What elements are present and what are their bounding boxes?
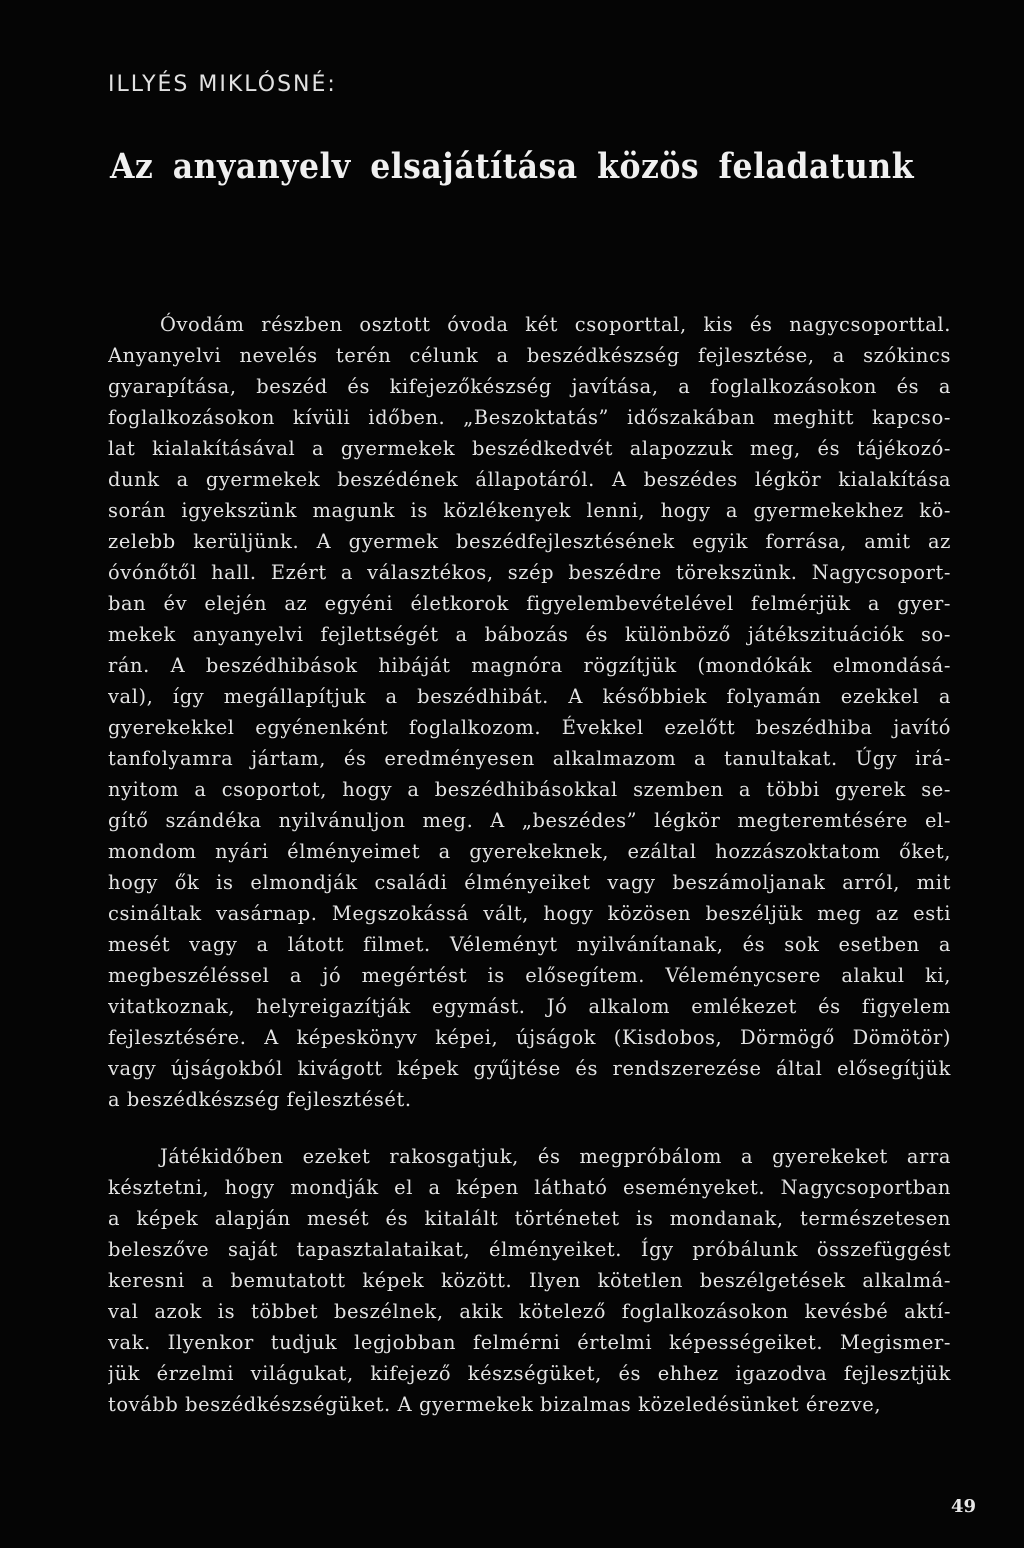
text-line: óvónőtől hall. Ezért a választékos, szép beszédre törekszünk. Nagycsoport- <box>108 561 951 584</box>
text-line: hogy ők is elmondják családi élményeiket vagy beszámoljanak arról, mit <box>108 871 951 894</box>
article-title: Az anyanyelv elsajátítása közös feladatunk <box>109 146 915 187</box>
text-line: a képek alapján mesét és kitalált történetet is mondanak, természetesen <box>108 1207 951 1230</box>
paragraph-2 <box>108 1141 951 1420</box>
text-line: lat kialakításával a gyermekek beszédkedvét alapozzuk meg, és tájékozó- <box>108 437 951 460</box>
text-line: megbeszéléssel a jó megértést is elősegítem. Véleménycsere alakul ki, <box>108 964 951 987</box>
text-line: val azok is többet beszélnek, akik kötelező foglalkozásokon kevésbé aktí- <box>108 1300 951 1323</box>
text-line: ban év elején az egyéni életkorok figyelembevételével felmérjük a gyer- <box>108 592 951 615</box>
text-line: vak. Ilyenkor tudjuk legjobban felmérni értelmi képességeiket. Megismer- <box>108 1331 951 1354</box>
text-line: tanfolyamra jártam, és eredményesen alkalmazom a tanultakat. Úgy irá- <box>108 747 951 770</box>
text-line: vagy újságokból kivágott képek gyűjtése és rendszerezése által elősegítjük <box>108 1057 951 1080</box>
text-line: fejlesztésére. A képeskönyv képei, újságok (Kisdobos, Dörmögő Dömötör) <box>108 1026 951 1049</box>
text-line: csináltak vasárnap. Megszokássá vált, hogy közösen beszéljük meg az esti <box>108 902 951 925</box>
text-line: vitatkoznak, helyreigazítják egymást. Jó alkalom emlékezet és figyelem <box>108 995 951 1018</box>
text-line: jük érzelmi világukat, kifejező készségüket, és ehhez igazodva fejlesztjük <box>108 1362 951 1385</box>
text-line: a beszédkészség fejlesztését. <box>108 1088 412 1111</box>
text-line: foglalkozásokon kívüli időben. „Beszoktatás” időszakában meghitt kapcso- <box>108 406 951 429</box>
text-line: mekek anyanyelvi fejlettségét a bábozás és különböző játékszituációk so- <box>108 623 951 646</box>
text-line: mondom nyári élményeimet a gyerekeknek, ezáltal hozzászoktatom őket, <box>108 840 951 863</box>
text-line: beleszőve saját tapasztalataikat, élményeiket. Így próbálunk összefüggést <box>108 1238 951 1261</box>
text-line: gítő szándéka nyilvánuljon meg. A „beszédes” légkör megteremtésére el- <box>108 809 951 832</box>
text-line: tovább beszédkészségüket. A gyermekek bizalmas közeledésünket érezve, <box>108 1393 882 1416</box>
text-line: rán. A beszédhibások hibáját magnóra rögzítjük (mondókák elmondásá- <box>108 654 951 677</box>
text-line: nyitom a csoportot, hogy a beszédhibásokkal szemben a többi gyerek se- <box>108 778 951 801</box>
text-line: val), így megállapítjuk a beszédhibát. A későbbiek folyamán ezekkel a <box>108 685 951 708</box>
paragraph-1 <box>108 309 951 1115</box>
text-line: mesét vagy a látott filmet. Véleményt nyilvánítanak, és sok esetben a <box>108 933 951 956</box>
text-line: zelebb kerüljünk. A gyermek beszédfejlesztésének egyik forrása, amit az <box>108 530 951 553</box>
author-byline: ILLYÉS MIKLÓSNÉ: <box>108 72 337 97</box>
text-line: dunk a gyermekek beszédének állapotáról. A beszédes légkör kialakítása <box>108 468 951 491</box>
text-line: gyerekekkel egyénenként foglalkozom. Évekkel ezelőtt beszédhiba javító <box>108 716 951 739</box>
text-line: Óvodám részben osztott óvoda két csoporttal, kis és nagycsoporttal. <box>160 313 951 336</box>
text-line: Anyanyelvi nevelés terén célunk a beszédkészség fejlesztése, a szókincs <box>108 344 951 367</box>
text-line: során igyekszünk magunk is közlékenyek lenni, hogy a gyermekekhez kö- <box>108 499 951 522</box>
text-line: késztetni, hogy mondják el a képen látható eseményeket. Nagycsoportban <box>108 1176 951 1199</box>
text-line: gyarapítása, beszéd és kifejezőkészség javítása, a foglalkozásokon és a <box>108 375 951 398</box>
text-line: Játékidőben ezeket rakosgatjuk, és megpróbálom a gyerekeket arra <box>160 1145 951 1168</box>
text-line: keresni a bemutatott képek között. Ilyen kötetlen beszélgetések alkalmá- <box>108 1269 951 1292</box>
page-number: 49 <box>950 1496 976 1517</box>
